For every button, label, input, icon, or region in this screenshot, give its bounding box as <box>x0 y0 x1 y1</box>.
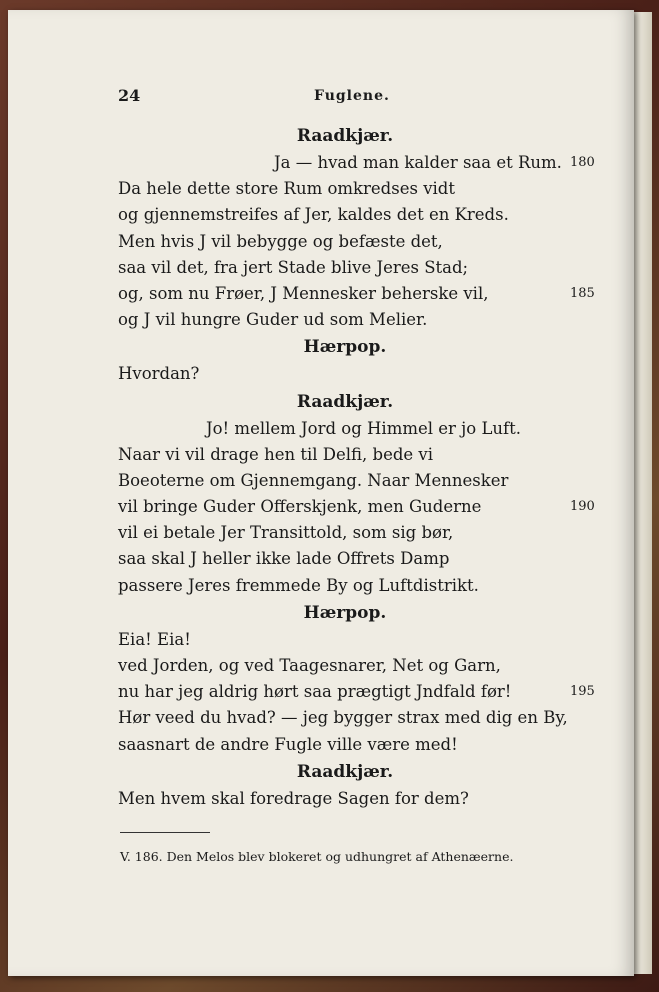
verse-line <box>118 732 598 758</box>
verse-text: saa skal J heller ikke lade Offrets Damp <box>118 549 450 569</box>
page-edge <box>634 12 652 974</box>
verse-text: Naar vi vil drage hen til Delfi, bede vi <box>118 444 434 464</box>
verse-line <box>118 255 598 281</box>
verse-text: Da hele dette store Rum omkredses vidt <box>118 179 455 199</box>
verse-text: vil bringe Guder Offerskjenk, men Guderne <box>118 497 482 517</box>
verse-line <box>118 786 598 812</box>
verse-text: nu har jeg aldrig hørt saa prægtigt Jndfald før! <box>118 682 512 702</box>
verse-line <box>118 150 598 176</box>
verse-line <box>118 361 598 387</box>
line-number: 185 <box>570 285 595 301</box>
verse-line <box>118 520 598 546</box>
footnote: V. 186. Den Melos blev blokeret og udhungret af Athenæerne. <box>120 849 514 864</box>
verse-line <box>118 627 598 653</box>
line-number: 190 <box>570 499 595 515</box>
line-number: 180 <box>570 155 595 170</box>
verse-text: ved Jorden, og ved Taagesnarer, Net og Garn, <box>118 656 501 675</box>
verse-line <box>118 176 598 202</box>
verse-line <box>118 202 598 228</box>
verse-body <box>118 122 598 812</box>
verse-text: Ja — hvad man kalder saa et Rum. <box>274 153 562 172</box>
verse-text: Boeoterne om Gjennemgang. Naar Mennesker <box>118 470 509 490</box>
running-title: Fuglene. <box>314 88 390 104</box>
verse-text: saa vil det, fra jert Stade blive Jeres Stad; <box>118 257 469 277</box>
speaker-name: Raadkjær. <box>296 761 394 782</box>
verse-text: Men hvem skal foredrage Sagen for dem? <box>118 788 469 808</box>
verse-line <box>118 307 598 333</box>
verse-text: vil ei betale Jer Transittold, som sig bør, <box>118 523 454 543</box>
verse-text: og J vil hungre Guder ud som Melier. <box>118 310 428 330</box>
verse-line <box>118 705 598 731</box>
verse-line <box>118 679 598 705</box>
verse-text: Jo! mellem Jord og Himmel er jo Luft. <box>206 418 522 438</box>
verse-text: og, som nu Frøer, J Mennesker beherske vil, <box>118 283 489 303</box>
verse-text: Hør veed du hvad? — jeg bygger strax med dig en By, <box>118 708 568 728</box>
verse-text: Men hvis J vil bebygge og befæste det, <box>118 231 443 251</box>
speaker-name: Raadkjær. <box>296 126 394 146</box>
verse-text: passere Jeres fremmede By og Luftdistrikt. <box>118 575 479 595</box>
verse-line <box>118 653 598 679</box>
speaker-name: Hærpop. <box>303 337 387 358</box>
line-number: 195 <box>570 684 595 700</box>
running-header <box>118 86 578 110</box>
verse-text: Hvordan? <box>118 364 200 384</box>
verse-line <box>118 546 598 572</box>
verse-text: og gjennemstreifes af Jer, kaldes det en Kreds. <box>118 205 509 225</box>
verse-line <box>118 573 598 599</box>
page-number: 24 <box>118 86 141 105</box>
verse-text: Eia! Eia! <box>118 629 191 649</box>
verse-line <box>118 442 598 468</box>
verse-text: saasnart de andre Fugle ville være med! <box>118 734 458 754</box>
verse-line <box>118 416 598 442</box>
verse-line <box>118 468 598 494</box>
speaker-name: Raadkjær. <box>296 391 394 412</box>
verse-line <box>118 281 598 307</box>
footnote-rule <box>120 832 210 833</box>
verse-line <box>118 229 598 255</box>
speaker-name: Hærpop. <box>303 602 387 623</box>
verse-line <box>118 494 598 520</box>
